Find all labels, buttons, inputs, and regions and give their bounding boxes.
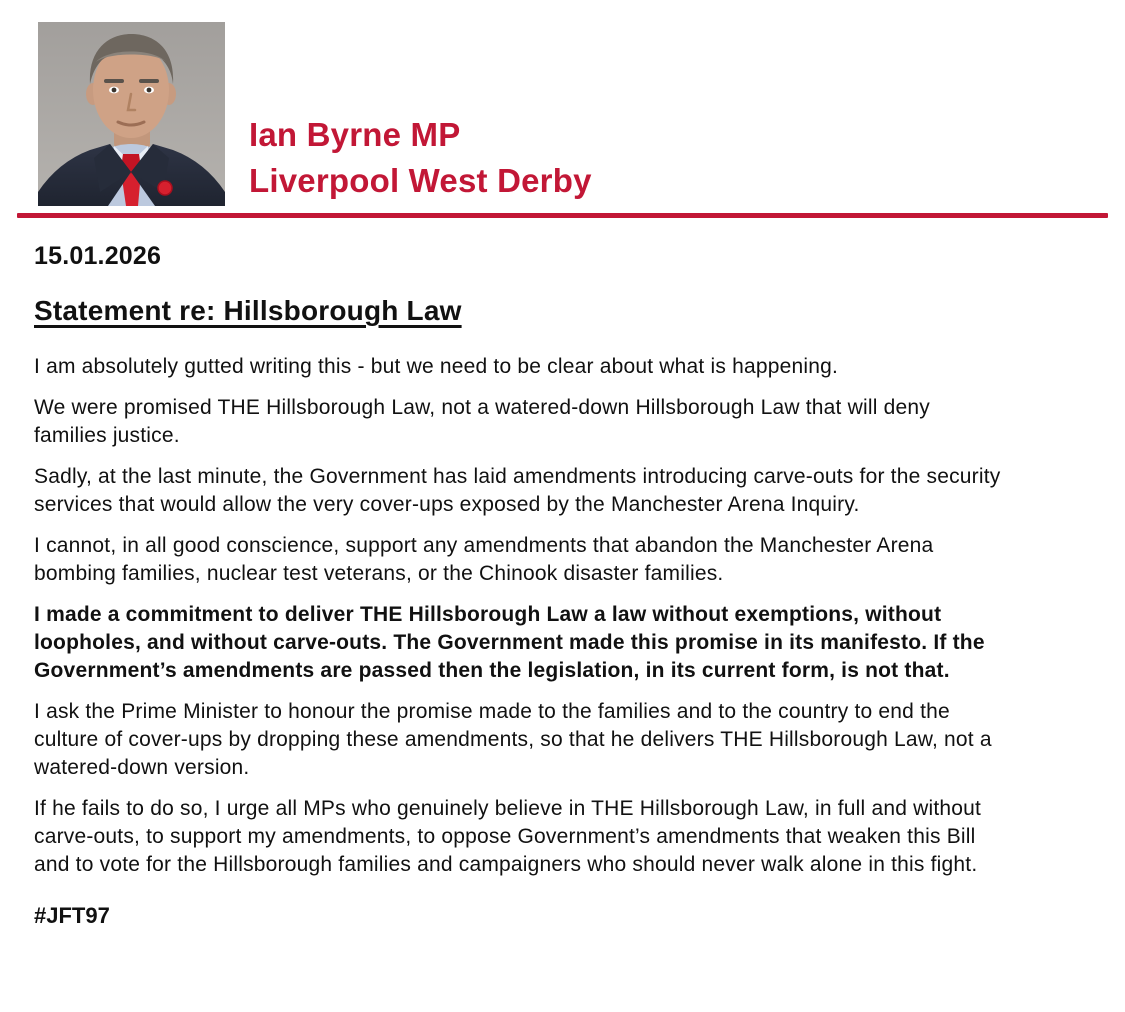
statement-date: 15.01.2026	[34, 242, 162, 270]
statement-paragraph: I ask the Prime Minister to honour the promise made to the families and to the country to end the culture of cover-ups by dropping these amendments, so that he delivers THE Hillsborough Law, not a watered-down version.	[34, 700, 992, 779]
statement-paragraph: Sadly, at the last minute, the Government has laid amendments introducing carve-outs for the security services that would allow the very cover-ups exposed by the Manchester Arena Inquiry.	[34, 465, 1001, 516]
statement-paragraph: I am absolutely gutted writing this - but we need to be clear about what is happening.	[34, 355, 839, 378]
mp-name: Ian Byrne MP	[249, 116, 461, 153]
statement-paragraph: I cannot, in all good conscience, support any amendments that abandon the Manchester Arena bombing families, nuclear test veterans, or the Chinook disaster families.	[34, 534, 934, 585]
hashtag-jft97: #JFT97	[34, 903, 110, 928]
statement-paragraph: If he fails to do so, I urge all MPs who genuinely believe in THE Hillsborough Law, in full and without carve-outs, to support my amendments, to oppose Government’s amendments that weaken this Bill and to vote for the Hillsborough families and campaigners who should never walk alone in this fight.	[34, 797, 982, 876]
statement-heading: Statement re: Hillsborough Law	[34, 295, 462, 326]
statement-paragraph: We were promised THE Hillsborough Law, not a watered-down Hillsborough Law that will deny families justice.	[34, 396, 930, 447]
mp-constituency: Liverpool West Derby	[249, 162, 592, 199]
mp-portrait-photo	[38, 22, 225, 206]
header	[0, 0, 1125, 206]
statement-paragraph-emphasis: I made a commitment to deliver THE Hillsborough Law a law without exemptions, without loopholes, and without carve-outs. The Government made this promise in its manifesto. If the Government’s amendments are passed then the legislation, in its current form, is not that.	[34, 603, 985, 682]
header-title-block	[249, 112, 592, 206]
statement-content	[0, 218, 1092, 929]
